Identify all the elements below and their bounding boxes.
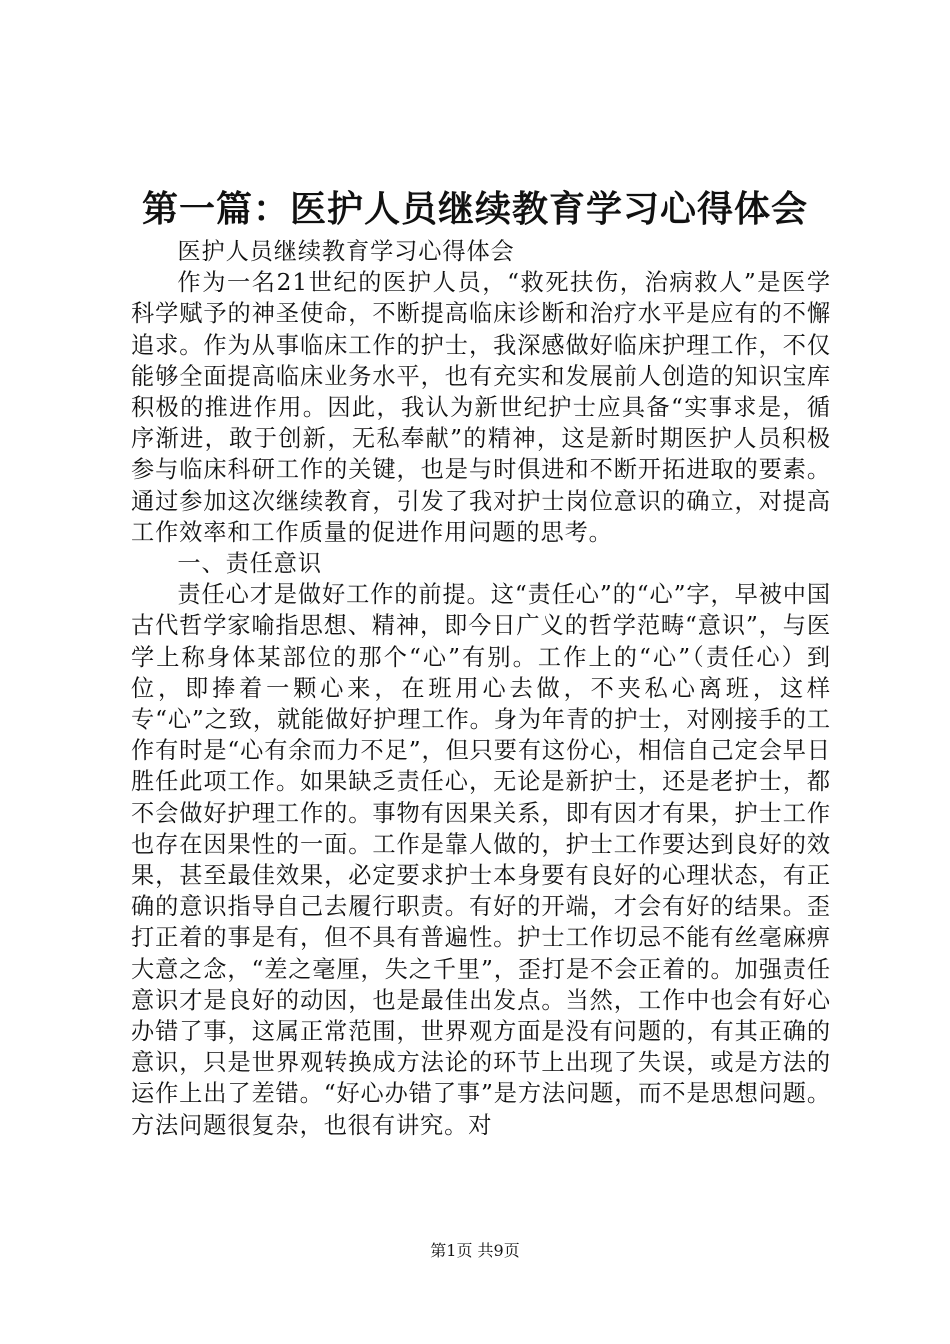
page-footer: 第1页 共9页 — [430, 1241, 520, 1260]
intro-paragraph: 作为一名21世纪的医护人员，“救死扶伤，治病救人”是医学科学赋予的神圣使命，不断提高临床诊断和治疗水平是应有的不懈追求。作为从事临床工作的护士，我深感做好临床护理工作，不仅能够全面提高临床业务水平，也有充实和发展前人创造的知识宝库积极的推进作用。因此，我认为新世纪护士应具备“实事求是，循序渐进，敢于创新，无私奉献”的精神，这是新时期医护人员积极参与临床科研工作的关键，也是与时俱进和不断开拓进取的要素。通过参加这次继续教育，引发了我对护士岗位意识的确立，对提高工作效率和工作质量的促进作用问题的思考。 — [131, 269, 831, 546]
document-body — [131, 236, 831, 1141]
body-paragraph: 责任心才是做好工作的前提。这“责任心”的“心”字，早被中国古代哲学家喻指思想、精神，即今日广义的哲学范畴“意识”，与医学上称身体某部位的那个“心”有别。工作上的“心”（责任心）到位，即捧着一颗心来，在班用心去做，不夹私心离班，这样专“心”之致，就能做好护理工作。身为年青的护士，对刚接手的工作有时是“心有余而力不足”，但只要有这份心，相信自己定会早日胜任此项工作。如果缺乏责任心，无论是新护士，还是老护士，都不会做好护理工作的。事物有因果关系，即有因才有果，护士工作也存在因果性的一面。工作是靠人做的，护士工作要达到良好的效果，甚至最佳效果，必定要求护士本身要有良好的心理状态，有正确的意识指导自己去履行职责。有好的开端，才会有好的结果。歪打正着的事是有，但不具有普遍性。护士工作切忌不能有丝毫麻痹大意之念，“差之毫厘，失之千里”，歪打是不会正着的。加强责任意识才是良好的动因，也是最佳出发点。当然，工作中也会有好心办错了事，这属正常范围，世界观方面是没有问题的，有其正确的意识，只是世界观转换成方法论的环节上出现了失误，或是方法的运作上出了差错。“好心办错了事”是方法问题，而不是思想问题。方法问题很复杂，也很有讲究。对 — [131, 581, 831, 1139]
section-heading: 一、责任意识 — [177, 550, 322, 578]
subtitle-paragraph: 医护人员继续教育学习心得体会 — [177, 238, 515, 265]
document-title: 第一篇：医护人员继续教育学习心得体会 — [141, 188, 808, 230]
